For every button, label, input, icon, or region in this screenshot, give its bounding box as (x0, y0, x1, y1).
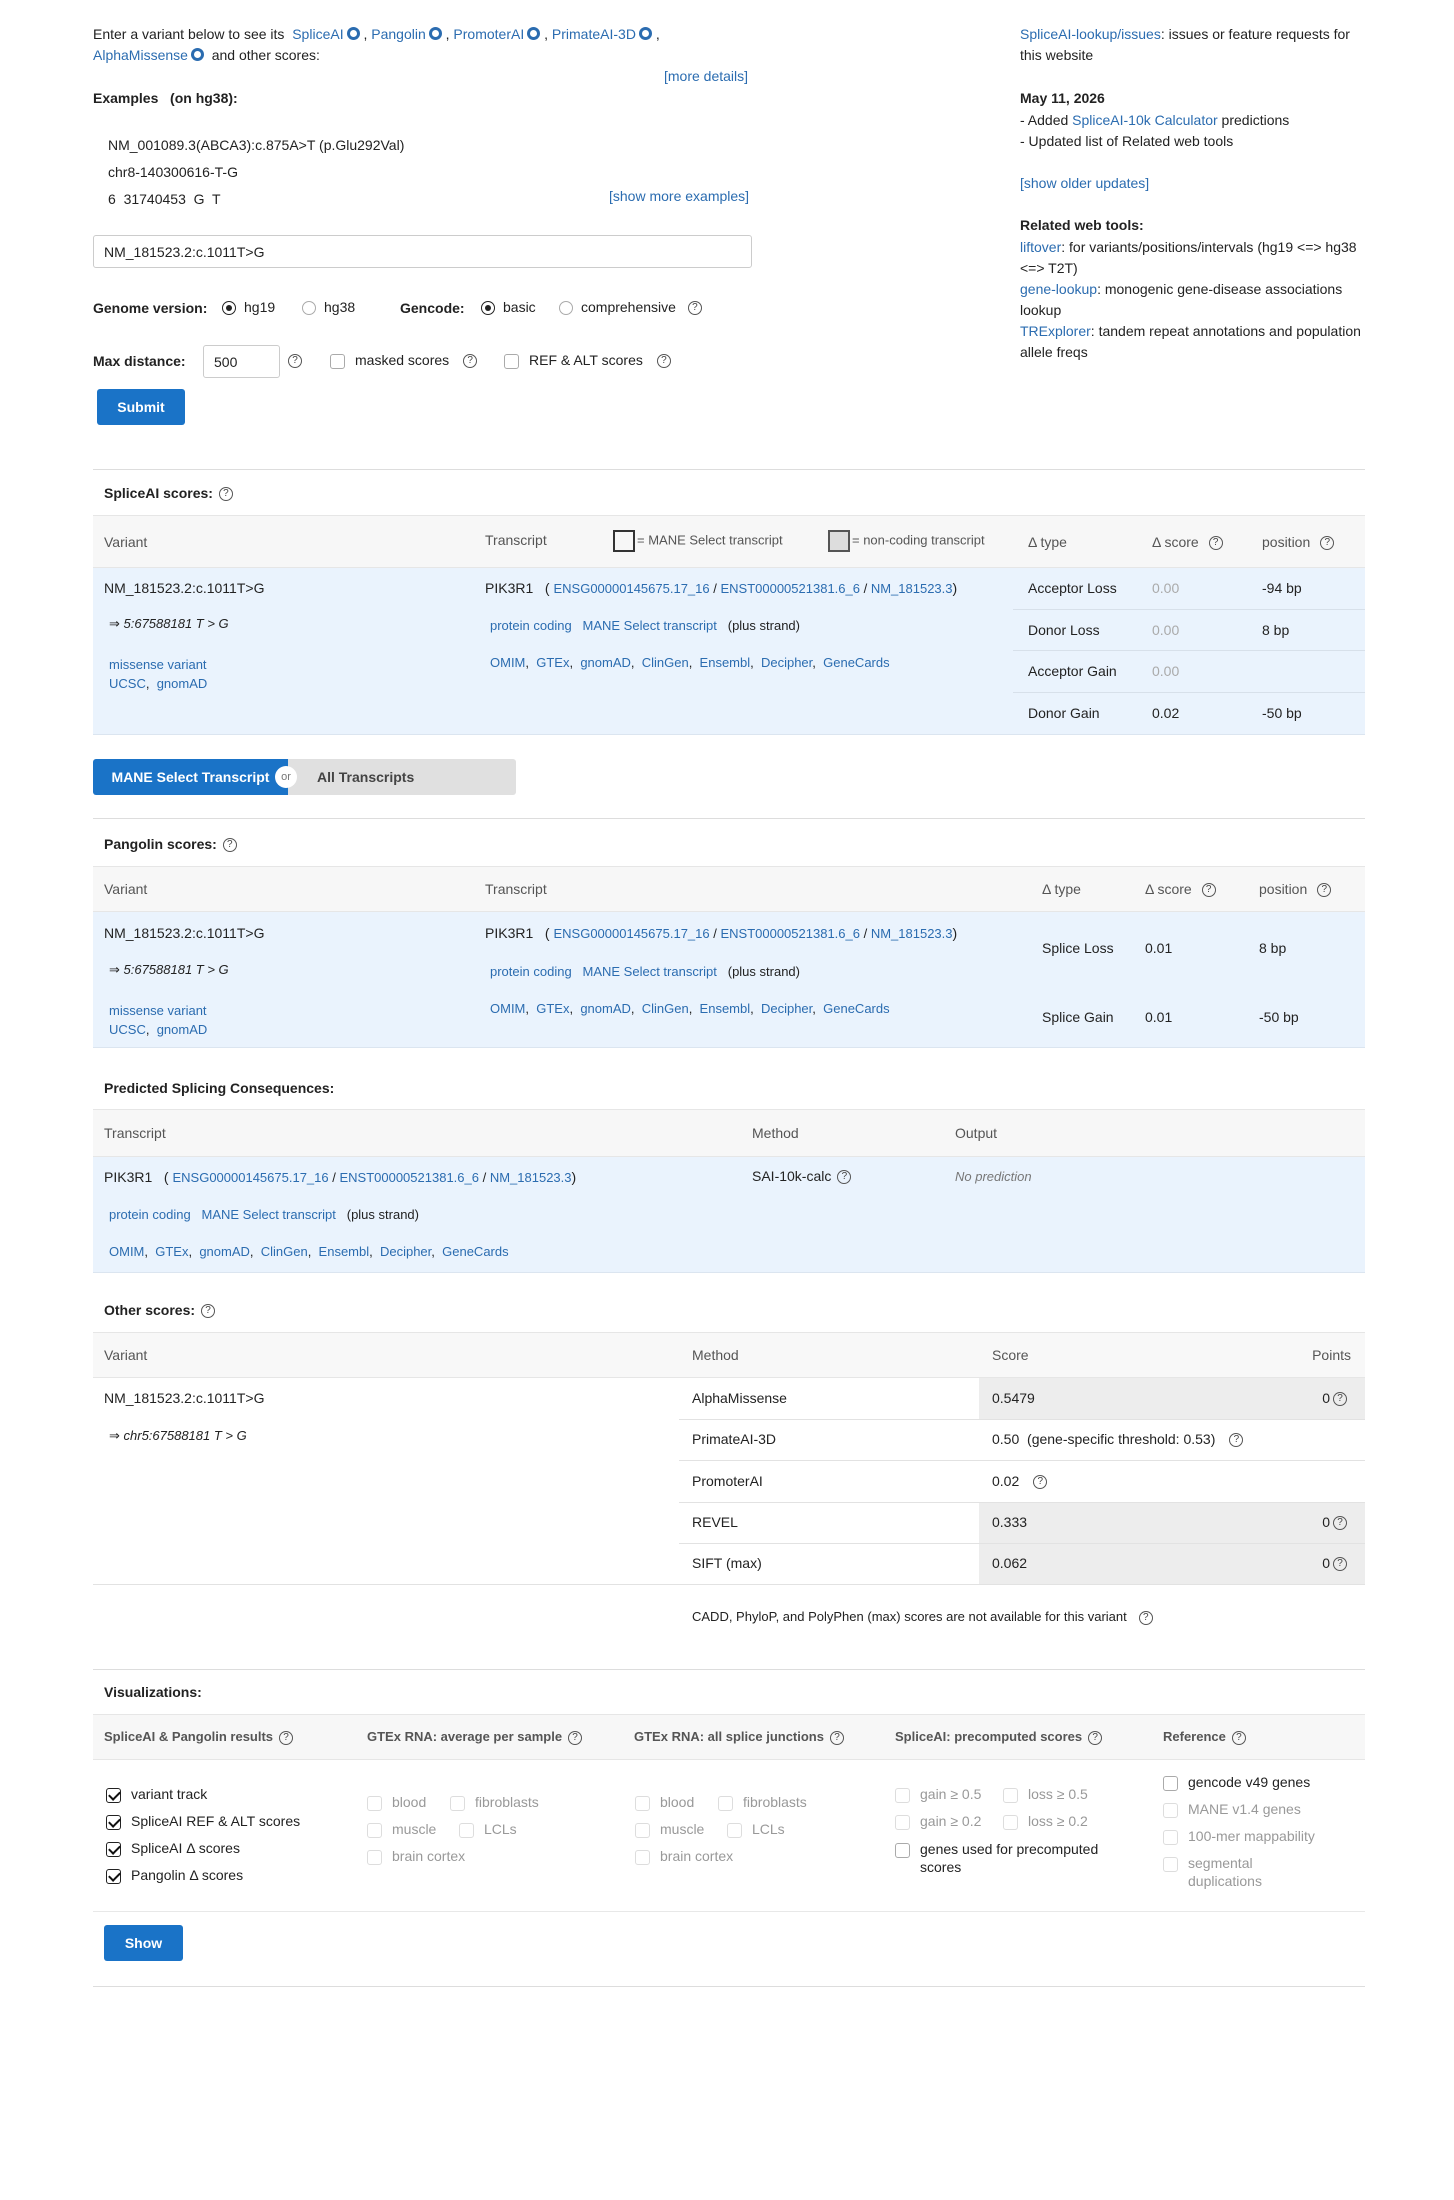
github-icon[interactable] (191, 48, 204, 61)
position-cell: -50 bp (1262, 705, 1302, 721)
show-more-examples-link[interactable]: [show more examples] (609, 188, 750, 204)
genecards-link[interactable]: GeneCards (442, 1244, 509, 1259)
example-item[interactable]: 6 31740453 G T (108, 191, 221, 207)
gtex-junc-lcls[interactable]: LCLs (727, 1821, 785, 1838)
protein-coding-link[interactable]: protein coding (109, 1207, 191, 1222)
score-cell: 0.02 ? (992, 1473, 1047, 1489)
maxdist-label: Max distance: (93, 353, 186, 369)
checkbox-icon[interactable] (367, 1850, 382, 1865)
checkbox-icon[interactable] (635, 1850, 650, 1865)
ensg-link[interactable]: ENSG00000145675.17_16 (553, 581, 710, 596)
help-icon[interactable]: ? (568, 1731, 582, 1745)
spliceai-link[interactable]: SpliceAI (292, 26, 344, 42)
position-cell: 8 bp (1262, 622, 1290, 638)
ensg-link[interactable]: ENSG00000145675.17_16 (553, 926, 710, 941)
decipher-link[interactable]: Decipher (760, 1001, 813, 1016)
gtex-link[interactable]: GTEx (155, 1244, 189, 1259)
checkbox-icon[interactable] (106, 1842, 121, 1857)
gtex-junc-fibroblasts[interactable]: fibroblasts (718, 1794, 807, 1811)
missense-link[interactable]: missense variant (109, 657, 207, 672)
variant-input[interactable] (93, 235, 752, 268)
score-cell: 0.50 (gene-specific threshold: 0.53) ? (992, 1431, 1243, 1447)
checkbox-icon[interactable] (1163, 1857, 1178, 1872)
github-icon[interactable] (429, 27, 442, 40)
score-cell: 0.333 (992, 1514, 1028, 1530)
loss-02-checkbox[interactable]: loss ≥ 0.2 (1003, 1813, 1088, 1830)
checkbox-icon[interactable] (367, 1823, 382, 1838)
gnomad-link[interactable]: gnomAD (156, 676, 208, 691)
gnomad-db-link[interactable]: gnomAD (580, 655, 631, 670)
mane-toggle-button[interactable]: MANE Select Transcript (93, 759, 288, 795)
help-icon[interactable]: ? (837, 1170, 851, 1184)
github-icon[interactable] (527, 27, 540, 40)
viz-header: SpliceAI & Pangolin results ? GTEx RNA: average per sample ? GTEx RNA: all splice junctions ? SpliceAI: precomputed scores ? Reference ? (93, 1714, 1365, 1760)
github-icon[interactable] (639, 27, 652, 40)
promoterai-link[interactable]: PromoterAI (453, 26, 525, 42)
protein-coding-link[interactable]: protein coding (490, 618, 572, 633)
dtype-cell: Donor Loss (1028, 622, 1100, 638)
intro-text: Enter a variant below to see its SpliceAI , Pangolin , PromoterAI , PrimateAI-3D , AlphaMissense and other scores: (93, 26, 660, 63)
checkbox-icon[interactable] (106, 1815, 121, 1830)
ensg-link[interactable]: ENSG00000145675.17_16 (172, 1170, 329, 1185)
db-links: OMIM, GTEx, gnomAD, ClinGen, Ensembl, Decipher, GeneCards (490, 1001, 890, 1016)
pangolin-delta-checkbox[interactable]: Pangolin Δ scores (106, 1862, 300, 1889)
pangolin-link[interactable]: Pangolin (371, 26, 426, 42)
decipher-link[interactable]: Decipher (379, 1244, 432, 1259)
checkbox-icon[interactable] (895, 1815, 910, 1830)
ref-alt-checkbox[interactable]: REF & ALT scores ? (504, 352, 671, 369)
gtex-avg-lcls[interactable]: LCLs (459, 1821, 517, 1838)
alphamissense-link[interactable]: AlphaMissense (93, 47, 188, 63)
trexplorer-link[interactable]: TRExplorer (1020, 323, 1091, 339)
issues-link[interactable]: SpliceAI-lookup/issues (1020, 26, 1161, 42)
checkbox-icon[interactable] (1163, 1830, 1178, 1845)
checkbox-icon[interactable] (1163, 1776, 1178, 1791)
mane-link[interactable]: MANE Select transcript (582, 964, 717, 979)
radio-icon[interactable] (302, 301, 316, 315)
clingen-link[interactable]: ClinGen (641, 1001, 689, 1016)
enst-link[interactable]: ENST00000521381.6_6 (720, 926, 860, 941)
masked-scores-checkbox[interactable]: masked scores ? (330, 352, 477, 369)
spliceai-row: NM_181523.2:c.1011T>G ⇒ 5:67588181 T > G missense variant UCSC, gnomAD PIK3R1 ( ENSG00000145675.17_16 / ENST00000521381.6_6 / NM_181523.3) protein coding MANE Select transcript (plus strand) OMIM, GTEx, gnomAD, ClinGen, Ensembl, Decipher, GeneCards Acceptor Loss 0.00 -94 bp Donor Loss 0.00 8 bp Acceptor Gain 0.00 Donor Gain 0.02 -50 bp (93, 568, 1365, 735)
viz-col-reference (1163, 1773, 1363, 1890)
help-icon[interactable]: ? (1333, 1392, 1347, 1406)
method-cell: SIFT (max) (692, 1555, 762, 1571)
example-item[interactable]: chr8-140300616-T-G (108, 164, 238, 180)
checkbox-icon[interactable] (635, 1823, 650, 1838)
help-icon[interactable]: ? (1139, 1611, 1153, 1625)
spliceai-title: SpliceAI scores: ? (104, 485, 233, 501)
dtype-cell: Splice Loss (1042, 940, 1114, 956)
divider (93, 469, 1365, 470)
transcript-ids: PIK3R1 ( ENSG00000145675.17_16 / ENST00000521381.6_6 / NM_181523.3) (104, 1169, 577, 1185)
noncoding-legend: = non-coding transcript (828, 530, 985, 552)
divider (93, 818, 1365, 819)
spliceai-delta-checkbox[interactable]: SpliceAI Δ scores (106, 1835, 300, 1862)
show-older-updates-link[interactable]: [show older updates] (1020, 175, 1150, 191)
genes-precomputed-checkbox[interactable]: genes used for precomputed scores (895, 1840, 1135, 1876)
gtex-junc-brain[interactable]: brain cortex (635, 1848, 733, 1865)
divider (93, 1669, 1365, 1670)
gtex-avg-muscle[interactable]: muscle (367, 1821, 436, 1838)
mane-genes-checkbox[interactable]: MANE v1.4 genes (1163, 1800, 1363, 1818)
genecards-link[interactable]: GeneCards (823, 1001, 890, 1016)
checkbox-icon[interactable] (727, 1823, 742, 1838)
method-cell: SAI-10k-calc ? (752, 1168, 851, 1184)
gain-05-checkbox[interactable]: gain ≥ 0.5 (895, 1786, 981, 1803)
dtype-cell: Acceptor Loss (1028, 580, 1117, 596)
gtex-junc-muscle[interactable]: muscle (635, 1821, 704, 1838)
nm-link[interactable]: NM_181523.3 (870, 581, 953, 596)
dscore-cell: 0.01 (1145, 940, 1173, 956)
omim-link[interactable]: OMIM (490, 1001, 526, 1016)
other-scores-title: Other scores: ? (104, 1302, 215, 1318)
help-icon[interactable]: ? (1333, 1516, 1347, 1530)
help-icon[interactable]: ? (288, 354, 302, 368)
checkbox-icon[interactable] (504, 354, 519, 369)
gene-lookup-link[interactable]: gene-lookup (1020, 281, 1098, 297)
score-cell: 0.5479 (992, 1390, 1035, 1406)
checkbox-icon[interactable] (367, 1796, 382, 1811)
help-icon[interactable]: ? (1088, 1731, 1102, 1745)
help-icon[interactable]: ? (279, 1731, 293, 1745)
github-icon[interactable] (347, 27, 360, 40)
position-cell: -94 bp (1262, 580, 1302, 596)
genome-hg38[interactable]: hg38 (302, 299, 355, 315)
all-transcripts-button[interactable]: All Transcripts (288, 759, 516, 795)
consequences-row: PIK3R1 ( ENSG00000145675.17_16 / ENST00000521381.6_6 / NM_181523.3) protein coding MANE Select transcript (plus strand) OMIM, GTEx, gnomAD, ClinGen, Ensembl, Decipher, GeneCards SAI-10k-calc ? No prediction (93, 1157, 1365, 1273)
not-available-note: CADD, PhyloP, and PolyPhen (max) scores are not available for this variant ? (692, 1609, 1153, 1625)
help-icon[interactable]: ? (1229, 1433, 1243, 1447)
checkbox-icon[interactable] (1003, 1788, 1018, 1803)
score-cell: 0.062 (992, 1555, 1028, 1571)
examples-list (108, 132, 404, 213)
other-header: Variant Method Score Points (93, 1332, 1365, 1378)
help-icon[interactable]: ? (1202, 883, 1216, 897)
method-cell: AlphaMissense (692, 1390, 787, 1406)
ensembl-link[interactable]: Ensembl (699, 655, 751, 670)
show-button[interactable]: Show (104, 1925, 183, 1961)
gencode-basic[interactable]: basic (481, 299, 536, 315)
radio-icon[interactable] (222, 301, 236, 315)
calculator-link[interactable]: SpliceAI-10k Calculator (1072, 112, 1218, 128)
clingen-link[interactable]: ClinGen (260, 1244, 308, 1259)
method-cell: PrimateAI-3D (692, 1431, 777, 1447)
liftover-link[interactable]: liftover (1020, 239, 1062, 255)
mane-link[interactable]: MANE Select transcript (201, 1207, 336, 1222)
checkbox-icon[interactable] (459, 1823, 474, 1838)
checkbox-icon[interactable] (106, 1788, 121, 1803)
nm-link[interactable]: NM_181523.3 (489, 1170, 572, 1185)
decipher-link[interactable]: Decipher (760, 655, 813, 670)
mane-box-icon (613, 530, 635, 552)
genecards-link[interactable]: GeneCards (823, 655, 890, 670)
clingen-link[interactable]: ClinGen (641, 655, 689, 670)
related-tools-list: liftover: for variants/positions/intervals (hg19 <=> hg38 <=> T2T) gene-lookup: monogenic gene-disease associations lookup TRExplorer: tandem repeat annotations and population allele freqs (1020, 239, 1361, 360)
help-icon[interactable]: ? (463, 354, 477, 368)
gnomad-db-link[interactable]: gnomAD (199, 1244, 250, 1259)
dtype-cell: Donor Gain (1028, 705, 1100, 721)
dtype-cell: Acceptor Gain (1028, 663, 1117, 679)
viz-col-results (106, 1781, 300, 1889)
nm-link[interactable]: NM_181523.3 (870, 926, 953, 941)
examples-title: Examples (on hg38): (93, 90, 238, 106)
submit-button[interactable]: Submit (97, 389, 185, 425)
enst-link[interactable]: ENST00000521381.6_6 (720, 581, 860, 596)
pangolin-row: NM_181523.2:c.1011T>G ⇒ 5:67588181 T > G missense variant UCSC, gnomAD PIK3R1 ( ENSG00000145675.17_16 / ENST00000521381.6_6 / NM_181523.3) protein coding MANE Select transcript (plus strand) OMIM, GTEx, gnomAD, ClinGen, Ensembl, Decipher, GeneCards Splice Loss 0.01 8 bp Splice Gain 0.01 -50 bp (93, 912, 1365, 1048)
gencode-label: Gencode: (400, 300, 465, 316)
consequences-title: Predicted Splicing Consequences: (104, 1080, 335, 1096)
ucsc-link[interactable]: UCSC (109, 1022, 146, 1037)
dscore-cell: 0.00 (1152, 622, 1180, 638)
max-distance-input[interactable] (203, 345, 280, 378)
segdup-checkbox[interactable]: segmental duplications (1163, 1854, 1313, 1890)
gencode-comprehensive[interactable]: comprehensive ? (559, 299, 702, 315)
other-body: NM_181523.2:c.1011T>G ⇒ chr5:67588181 T > G AlphaMissense 0.5479 0 ? PrimateAI-3D 0.50 (gene-specific threshold: 0.53) ? PromoterAI 0.02 ? REVEL 0.333 0 ? SIFT (max) 0.062 0 ? (93, 1378, 1365, 1585)
help-icon[interactable]: ? (1232, 1731, 1246, 1745)
checkbox-icon[interactable] (635, 1796, 650, 1811)
visualizations-title: Visualizations: (104, 1684, 202, 1700)
checkbox-icon[interactable] (895, 1843, 910, 1858)
transcript-ids: PIK3R1 ( ENSG00000145675.17_16 / ENST00000521381.6_6 / NM_181523.3) (485, 580, 958, 596)
transcript-toggle (93, 759, 423, 795)
radio-icon[interactable] (559, 301, 573, 315)
update-date: May 11, 2026 (1020, 90, 1105, 106)
db-links: OMIM, GTEx, gnomAD, ClinGen, Ensembl, Decipher, GeneCards (490, 655, 890, 670)
divider (93, 1986, 1365, 1987)
help-icon[interactable]: ? (223, 838, 237, 852)
dtype-cell: Splice Gain (1042, 1009, 1114, 1025)
points-cell: 0 ? (1322, 1555, 1347, 1571)
genome-hg19[interactable]: hg19 (222, 299, 275, 315)
loss-05-checkbox[interactable]: loss ≥ 0.5 (1003, 1786, 1088, 1803)
dscore-cell: 0.00 (1152, 580, 1180, 596)
gtex-avg-fibroblasts[interactable]: fibroblasts (450, 1794, 539, 1811)
variant-track-checkbox[interactable]: variant track (106, 1781, 300, 1808)
genome-label: Genome version: (93, 300, 208, 316)
checkbox-icon[interactable] (330, 354, 345, 369)
divider (93, 1911, 1365, 1912)
gain-02-checkbox[interactable]: gain ≥ 0.2 (895, 1813, 981, 1830)
help-icon[interactable]: ? (1320, 536, 1334, 550)
dscore-cell: 0.00 (1152, 663, 1180, 679)
help-icon[interactable]: ? (830, 1731, 844, 1745)
help-icon[interactable]: ? (219, 487, 233, 501)
protein-coding-link[interactable]: protein coding (490, 964, 572, 979)
gnomad-link[interactable]: gnomAD (156, 1022, 208, 1037)
omim-link[interactable]: OMIM (109, 1244, 145, 1259)
omim-link[interactable]: OMIM (490, 655, 526, 670)
help-icon[interactable]: ? (1317, 883, 1331, 897)
gencode-genes-checkbox[interactable]: gencode v49 genes (1163, 1773, 1363, 1791)
radio-icon[interactable] (481, 301, 495, 315)
checkbox-icon[interactable] (1003, 1815, 1018, 1830)
position-cell: -50 bp (1259, 1009, 1299, 1025)
gnomad-db-link[interactable]: gnomAD (580, 1001, 631, 1016)
method-cell: PromoterAI (692, 1473, 763, 1489)
points-cell: 0 ? (1322, 1390, 1347, 1406)
checkbox-icon[interactable] (895, 1788, 910, 1803)
gtex-avg-brain[interactable]: brain cortex (367, 1848, 465, 1865)
mane-link[interactable]: MANE Select transcript (582, 618, 717, 633)
example-item[interactable]: NM_001089.3(ABCA3):c.875A>T (p.Glu292Val) (108, 137, 405, 153)
ensembl-link[interactable]: Ensembl (699, 1001, 751, 1016)
checkbox-icon[interactable] (1163, 1803, 1178, 1818)
position-cell: 8 bp (1259, 940, 1287, 956)
gtex-junc-blood[interactable]: blood (635, 1794, 694, 1811)
points-cell: 0 ? (1322, 1514, 1347, 1530)
help-icon[interactable]: ? (1209, 536, 1223, 550)
pangolin-header: Variant Transcript Δ type Δ score ? position ? (93, 866, 1365, 912)
dscore-cell: 0.01 (1145, 1009, 1173, 1025)
gtex-link[interactable]: GTEx (536, 655, 570, 670)
ensembl-link[interactable]: Ensembl (318, 1244, 370, 1259)
checkbox-icon[interactable] (718, 1796, 733, 1811)
help-icon[interactable]: ? (201, 1304, 215, 1318)
spliceai-refalt-checkbox[interactable]: SpliceAI REF & ALT scores (106, 1808, 300, 1835)
gtex-link[interactable]: GTEx (536, 1001, 570, 1016)
more-details-link[interactable]: [more details] (664, 68, 749, 84)
missense-link[interactable]: missense variant (109, 1003, 207, 1018)
help-icon[interactable]: ? (1333, 1557, 1347, 1571)
noncoding-box-icon (828, 530, 850, 552)
issues-text: SpliceAI-lookup/issues: issues or feature requests for this website (1020, 26, 1350, 63)
db-links: OMIM, GTEx, gnomAD, ClinGen, Ensembl, Decipher, GeneCards (109, 1244, 509, 1259)
ucsc-link[interactable]: UCSC (109, 676, 146, 691)
related-tools-title: Related web tools: (1020, 217, 1144, 233)
help-icon[interactable]: ? (657, 354, 671, 368)
or-badge: or (275, 766, 297, 788)
pangolin-title: Pangolin scores: ? (104, 836, 237, 852)
primateai-link[interactable]: PrimateAI-3D (551, 26, 636, 42)
method-cell: REVEL (692, 1514, 738, 1530)
mappability-checkbox[interactable]: 100-mer mappability (1163, 1827, 1363, 1845)
transcript-ids: PIK3R1 ( ENSG00000145675.17_16 / ENST00000521381.6_6 / NM_181523.3) (485, 925, 958, 941)
gtex-avg-blood[interactable]: blood (367, 1794, 426, 1811)
spliceai-header: Variant Transcript = MANE Select transcript = non-coding transcript Δ type Δ score ? position ? (93, 515, 1365, 568)
help-icon[interactable]: ? (688, 301, 702, 315)
help-icon[interactable]: ? (1033, 1475, 1047, 1489)
mane-legend: = MANE Select transcript (613, 530, 783, 552)
checkbox-icon[interactable] (450, 1796, 465, 1811)
dscore-cell: 0.02 (1152, 705, 1180, 721)
checkbox-icon[interactable] (106, 1869, 121, 1884)
output-cell: No prediction (955, 1169, 1032, 1184)
enst-link[interactable]: ENST00000521381.6_6 (339, 1170, 479, 1185)
updates-list: - Added SpliceAI-10k Calculator predictions - Updated list of Related web tools (1020, 112, 1290, 149)
consequences-header: Transcript Method Output (93, 1109, 1365, 1157)
